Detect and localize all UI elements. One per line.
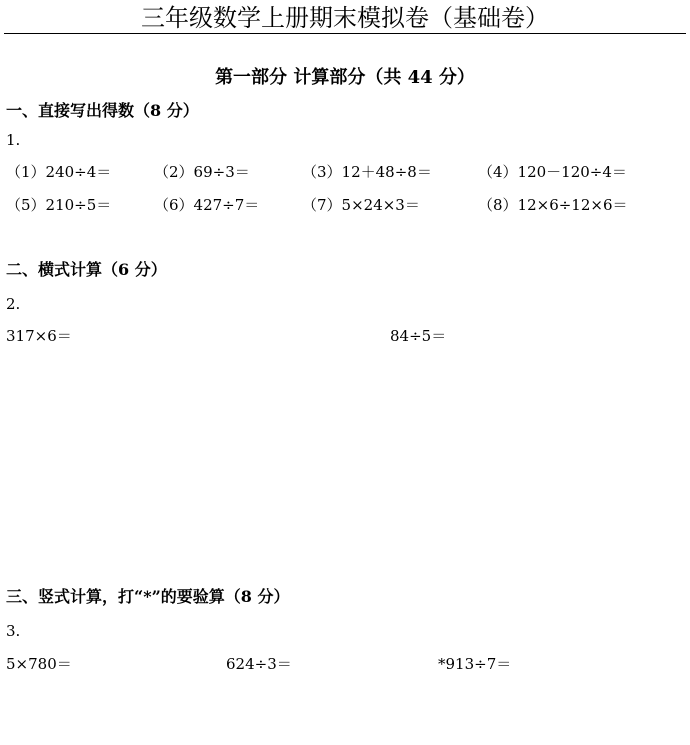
problem-3-3: *913÷7＝ [438,655,512,673]
section-1-heading: 一、直接写出得数（8 分） [6,101,199,120]
problem-1-8: （8）12×6÷12×6＝ [478,196,628,214]
problem-3-1: 5×780＝ [6,655,72,673]
problem-1-7: （7）5×24×3＝ [302,196,420,214]
section-1-number: 1. [6,131,21,149]
section-2-heading: 二、横式计算（6 分） [6,260,167,279]
problem-3-2: 624÷3＝ [226,655,292,673]
title-divider [4,33,686,34]
section-2-number: 2. [6,295,21,313]
problem-1-5: （5）210÷5＝ [6,196,112,214]
problem-1-6: （6）427÷7＝ [154,196,260,214]
problem-1-3: （3）12＋48÷8＝ [302,163,432,181]
problem-1-4: （4）120－120÷4＝ [478,163,627,181]
section-3-number: 3. [6,622,21,640]
problem-1-1: （1）240÷4＝ [6,163,112,181]
section-3-heading: 三、竖式计算，打“*”的要验算（8 分） [6,587,290,606]
problem-1-2: （2）69÷3＝ [154,163,250,181]
problem-2-1: 317×6＝ [6,327,72,345]
exam-title: 三年级数学上册期末模拟卷（基础卷） [141,4,549,32]
part-heading: 第一部分 计算部分（共 44 分） [215,67,475,88]
problem-2-2: 84÷5＝ [390,327,447,345]
